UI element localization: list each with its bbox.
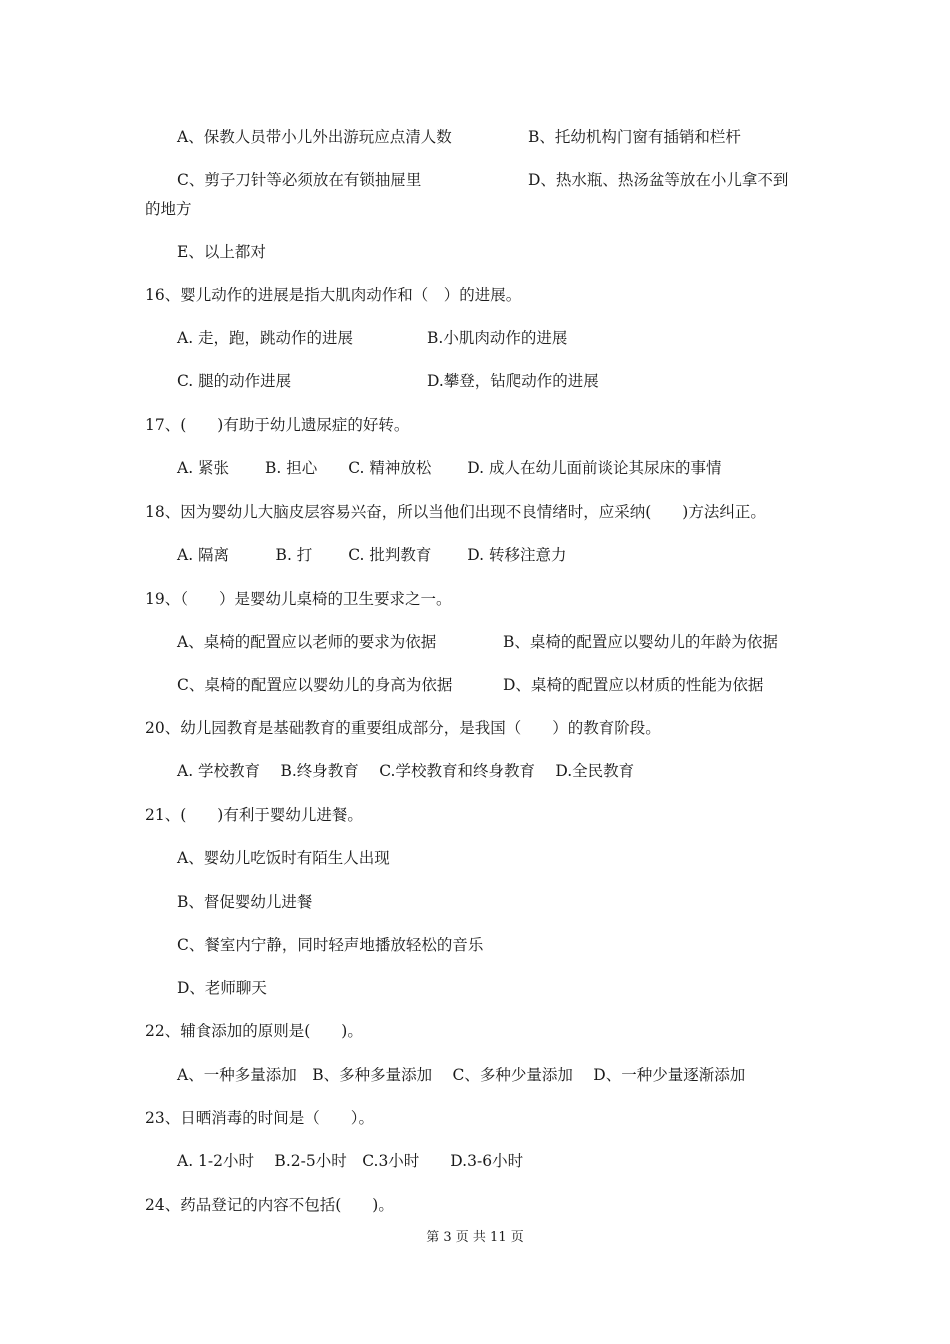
q15-option-d-continuation: 的地方 [145,200,192,218]
q16-option-c: C. 腿的动作进展 [177,372,292,390]
q19-option-d: D、桌椅的配置应以材质的性能为依据 [503,676,764,694]
q18-options: A. 隔离 B. 打 C. 批判教育 D. 转移注意力 [177,546,567,564]
question-20: 20、幼儿园教育是基础教育的重要组成部分，是我国（ ）的教育阶段。 [145,719,661,737]
question-24: 24、药品登记的内容不包括( )。 [145,1196,394,1214]
question-17: 17、( )有助于幼儿遗尿症的好转。 [145,416,410,434]
q21-option-d: D、老师聊天 [177,979,267,997]
q16-option-b: B.小肌肉动作的进展 [427,329,568,347]
q16-option-d: D.攀登，钻爬动作的进展 [427,372,599,390]
q16-option-a: A. 走，跑，跳动作的进展 [177,329,354,347]
q15-option-b: B、托幼机构门窗有插销和栏杆 [528,128,741,146]
q19-option-b: B、桌椅的配置应以婴幼儿的年龄为依据 [503,633,778,651]
question-16: 16、婴儿动作的进展是指大肌肉动作和（ ）的进展。 [145,286,522,304]
q21-option-c: C、餐室内宁静，同时轻声地播放轻松的音乐 [177,936,484,954]
q15-option-a: A、保教人员带小儿外出游玩应点清人数 [177,128,452,146]
question-23: 23、日晒消毒的时间是（ ）。 [145,1109,374,1127]
page-number-footer: 第 3 页 共 11 页 [426,1230,524,1245]
q17-options: A. 紧张 B. 担心 C. 精神放松 D. 成人在幼儿面前谈论其尿床的事情 [177,459,722,477]
q21-option-b: B、督促婴幼儿进餐 [177,893,313,911]
question-19: 19、（ ）是婴幼儿桌椅的卫生要求之一。 [145,590,452,608]
q15-option-c: C、剪子刀针等必须放在有锁抽屉里 [177,171,422,189]
q23-options: A. 1-2小时 B.2-5小时 C.3小时 D.3-6小时 [177,1152,524,1170]
q15-option-e: E、以上都对 [177,243,266,261]
q22-options: A、一种多量添加 B、多种多量添加 C、多种少量添加 D、一种少量逐渐添加 [177,1066,746,1084]
question-21: 21、( )有利于婴幼儿进餐。 [145,806,363,824]
q19-option-c: C、桌椅的配置应以婴幼儿的身高为依据 [177,676,453,694]
q15-option-d: D、热水瓶、热汤盆等放在小儿拿不到 [528,171,789,189]
question-22: 22、辅食添加的原则是( )。 [145,1022,363,1040]
question-18: 18、因为婴幼儿大脑皮层容易兴奋，所以当他们出现不良情绪时，应采纳( )方法纠正。 [145,503,766,521]
q21-option-a: A、婴幼儿吃饭时有陌生人出现 [177,849,390,867]
q19-option-a: A、桌椅的配置应以老师的要求为依据 [177,633,437,651]
q20-options: A. 学校教育 B.终身教育 C.学校教育和终身教育 D.全民教育 [177,762,635,780]
